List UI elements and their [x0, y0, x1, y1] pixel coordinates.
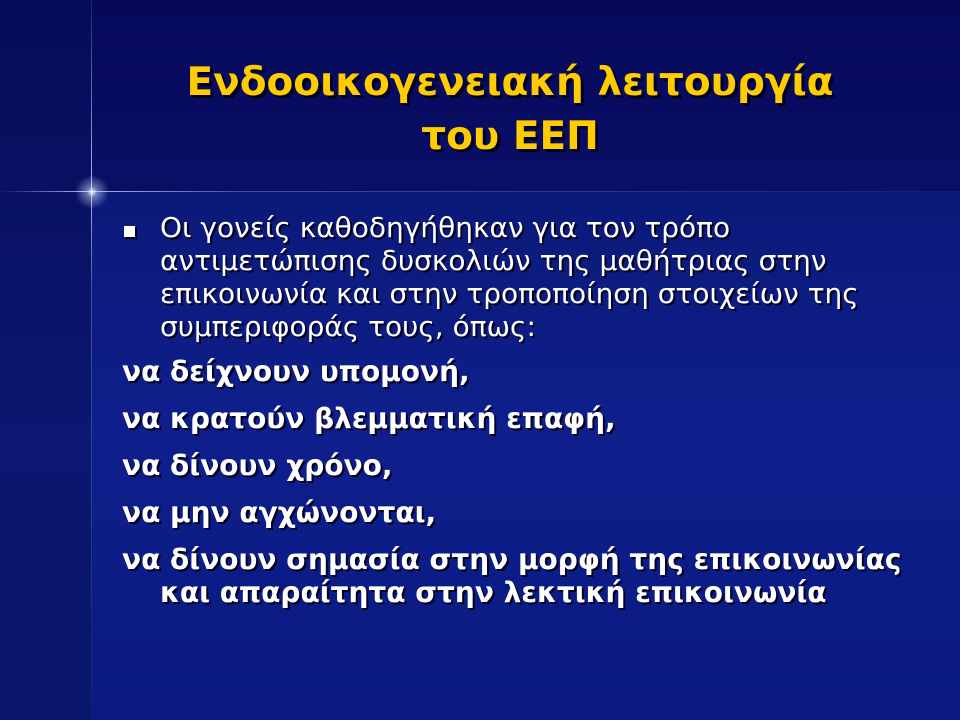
bullet-paragraph: [122, 211, 942, 343]
vertical-light-line: [91, 0, 92, 720]
list-item: να κρατούν βλεμματική επαφή,: [122, 402, 616, 435]
title-line-1: Ενδοοικογενειακή λειτουργία: [186, 60, 834, 105]
bullet-text: Οι γονείς καθοδηγήθηκαν για τον τρόπο αντιμετώπισης δυσκολιών της μαθήτριας στην επικοινωνία και στην τροποποίηση στοιχείων της συμπεριφοράς τους, όπως:: [160, 211, 859, 343]
list-item: να δείχνουν υπομονή,: [122, 355, 470, 388]
list-item: να δίνουν χρόνο,: [122, 449, 393, 482]
slide-body: [122, 211, 942, 609]
slide-title: [100, 56, 920, 164]
horizontal-light-line: [0, 191, 960, 192]
star-sparkle-icon: [72, 172, 112, 212]
title-line-2: του ΕΕΠ: [421, 114, 599, 159]
left-band: [0, 0, 92, 720]
list-item: να δίνουν σημασία στην μορφή της επικοινωνίας και απαραίτητα στην λεκτική επικοινωνία: [122, 543, 902, 609]
square-bullet-icon: [124, 226, 135, 237]
list-item: να μην αγχώνονται,: [122, 496, 437, 529]
